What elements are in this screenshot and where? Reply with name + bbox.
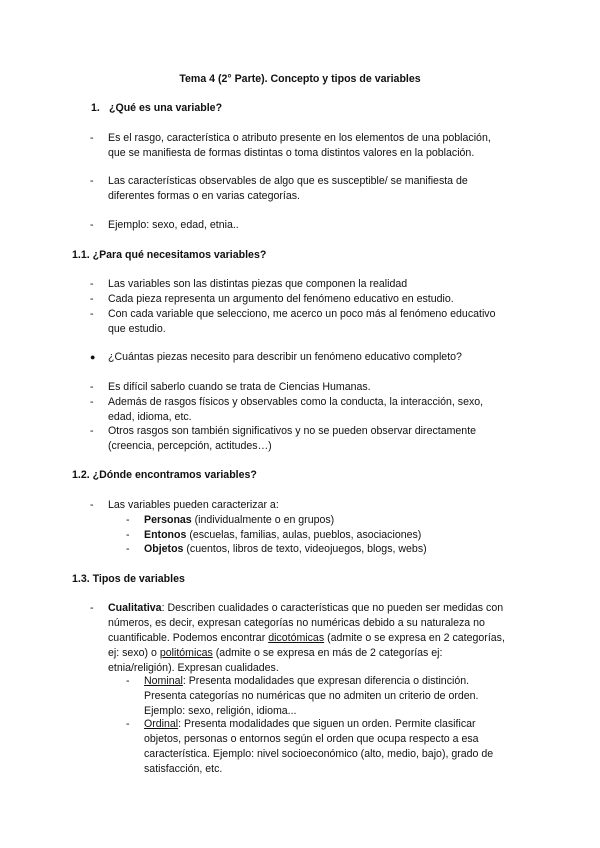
bold-term: Entonos: [144, 529, 187, 541]
dash-marker: -: [90, 219, 94, 231]
underlined-term: politómicas: [159, 647, 213, 659]
text-span: (escuelas, familias, aulas, pueblos, asociaciones): [186, 529, 422, 541]
text-span: : Presenta modalidades que expresan diferencia o distinción.: [182, 675, 470, 687]
text-line: Además de rasgos físicos y observables como la conducta, la interacción, sexo,: [108, 396, 484, 408]
text-span: cuantificable. Podemos encontrar: [108, 632, 269, 644]
bold-term: Objetos: [144, 543, 184, 555]
dash-marker: -: [126, 514, 130, 526]
text-line: [144, 717, 524, 732]
dash-marker: -: [90, 396, 94, 408]
dash-marker: -: [90, 381, 94, 393]
dash-marker: -: [126, 718, 130, 730]
document-title: Tema 4 (2° Parte). Concepto y tipos de variables: [179, 73, 421, 85]
text-line: Cada pieza representa un argumento del fenómeno educativo en estudio.: [108, 293, 454, 305]
text-line: Las variables pueden caracterizar a:: [108, 499, 279, 511]
dash-marker: -: [126, 675, 130, 687]
text-span: : Presenta modalidades que siguen un orden. Permite clasificar: [178, 718, 476, 730]
dash-marker: -: [90, 308, 94, 320]
text-line: Las variables son las distintas piezas que componen la realidad: [108, 278, 408, 290]
bold-term: Cualitativa: [108, 602, 162, 614]
dash-marker: -: [126, 543, 130, 555]
dash-marker: -: [90, 425, 94, 437]
underlined-term: Nominal: [144, 675, 183, 687]
text-line: [108, 646, 528, 661]
underlined-term: Ordinal: [144, 718, 179, 730]
bullet-marker: ●: [90, 352, 96, 362]
dash-marker: -: [90, 175, 94, 187]
text-line: Otros rasgos son también significativos y no se pueden observar directamente: [108, 425, 477, 437]
text-line: [144, 674, 524, 689]
dash-marker: -: [90, 499, 94, 511]
text-line: Las características observables de algo que es susceptible/ se manifiesta de: [108, 175, 468, 187]
text-line: [108, 631, 528, 646]
text-line: Presenta categorías no numéricas que no admiten un criterio de orden.: [144, 690, 479, 702]
text-span: (admite o se expresa en más de 2 categorías ej:: [212, 647, 443, 659]
dash-marker: -: [90, 602, 94, 614]
text-line: que se manifiesta de formas distintas o toma distintos valores en la población.: [108, 147, 475, 159]
text-span: (cuentos, libros de texto, videojuegos, blogs, webs): [183, 543, 427, 555]
section-1-heading: [91, 101, 222, 116]
section-1-2-heading: 1.2. ¿Dónde encontramos variables?: [72, 469, 257, 481]
text-line: satisfacción, etc.: [144, 763, 223, 775]
text-line: Es el rasgo, característica o atributo presente en los elementos de una población,: [108, 132, 491, 144]
text-line: ¿Cuántas piezas necesito para describir un fenómeno educativo completo?: [108, 351, 462, 363]
underlined-term: dicotómicas: [268, 632, 325, 644]
section-1-1-heading: 1.1. ¿Para qué necesitamos variables?: [72, 249, 267, 261]
text-line: Ejemplo: sexo, religión, idioma...: [144, 705, 297, 717]
text-line: [108, 601, 528, 616]
text-line: Con cada variable que selecciono, me acerco un poco más al fenómeno educativo: [108, 308, 496, 320]
dash-marker: -: [90, 293, 94, 305]
text-span: ej: sexo) o: [108, 647, 160, 659]
section-1-3-heading: 1.3. Tipos de variables: [72, 573, 185, 585]
bold-term: Personas: [144, 514, 192, 526]
text-line: (creencia, percepción, actitudes…): [108, 440, 272, 452]
dash-marker: -: [90, 278, 94, 290]
text-line: diferentes formas o en varias categorías.: [108, 190, 300, 202]
dash-marker: -: [90, 132, 94, 144]
text-span: (individualmente o en grupos): [191, 514, 335, 526]
section-1-title: ¿Qué es una variable?: [109, 102, 223, 114]
text-line: que estudio.: [108, 323, 166, 335]
text-span: : Describen cualidades o características que no pueden ser medidas con: [161, 602, 504, 614]
section-1-number: 1.: [91, 102, 100, 114]
text-line: edad, idioma, etc.: [108, 411, 192, 423]
text-line: Ejemplo: sexo, edad, etnia..: [108, 219, 239, 231]
text-line: Es difícil saberlo cuando se trata de Ciencias Humanas.: [108, 381, 371, 393]
text-line: números, es decir, expresan categorías no numéricas debido a su naturaleza no: [108, 617, 485, 629]
text-line: característica. Ejemplo: nivel socioeconómico (alto, medio, bajo), grado de: [144, 748, 494, 760]
dash-marker: -: [126, 529, 130, 541]
text-line: etnia/religión). Expresan cualidades.: [108, 662, 279, 674]
text-line: objetos, personas o entornos según el orden que ocupa respecto a esa: [144, 733, 479, 745]
text-span: (admite o se expresa en 2 categorías,: [324, 632, 505, 644]
